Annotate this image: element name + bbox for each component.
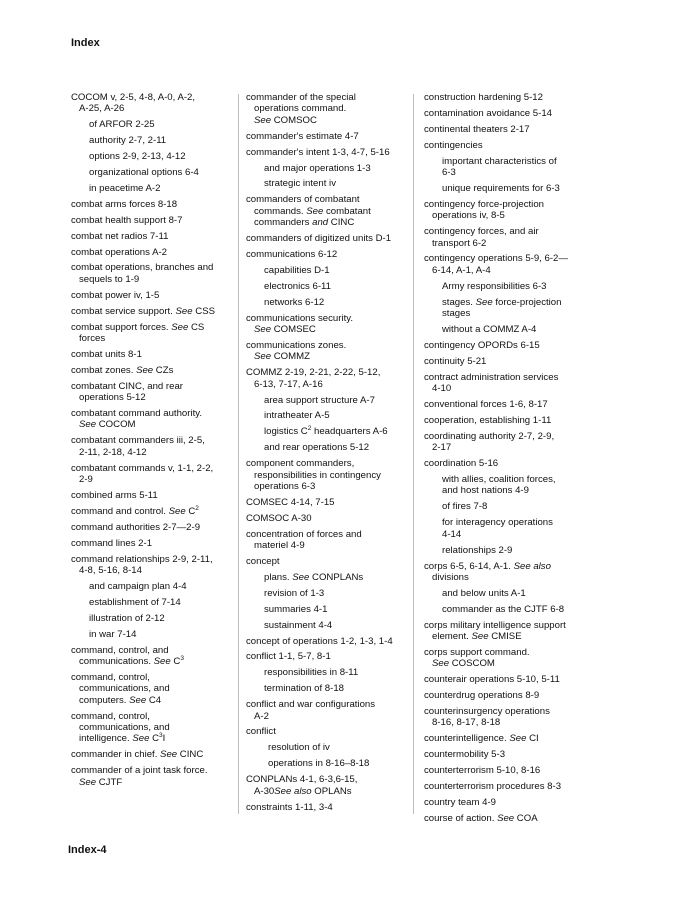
- index-entry: COMSEC 4-14, 7-15: [246, 496, 335, 508]
- index-entry: communications security. See COMSEC: [246, 312, 353, 335]
- index-entry: combat operations, branches and sequels to 1-9: [71, 262, 214, 285]
- index-subentry: with allies, coalition forces, and host nations 4-9: [442, 474, 556, 497]
- index-entry: contingency forces, and air transport 6-2: [424, 226, 539, 249]
- index-entry: course of action. See COA: [424, 812, 538, 824]
- index-entry: concept of operations 1-2, 1-3, 1-4: [246, 635, 393, 647]
- index-entry: cooperation, establishing 1-11: [424, 414, 552, 426]
- index-subentry: without a COMMZ A-4: [442, 324, 537, 335]
- index-entry: contingency OPORDs 6-15: [424, 339, 540, 351]
- index-entry: commander's estimate 4-7: [246, 130, 359, 142]
- index-entry: communications 6-12: [246, 248, 338, 260]
- index-entry: command, control, communications, and intelligence. See $C^3I$: [71, 710, 170, 745]
- index-entry: contingency force-projection operations iv, 8-5: [424, 198, 544, 222]
- index-entry: combat units 8-1: [71, 348, 142, 360]
- index-entry: counterinsurgency operations 8-16, 8-17, 8-18: [424, 706, 550, 729]
- index-entry: contamination avoidance 5-14: [424, 107, 553, 119]
- index-entry: conventional forces 1-6, 8-17: [424, 399, 548, 411]
- index-column-3: [424, 92, 609, 829]
- index-subentry: authority 2-7, 2-11: [89, 135, 167, 147]
- index-entry: COMMZ 2-19, 2-21, 2-22, 5-12, 6-13, 7-17, A-16: [246, 367, 381, 390]
- index-entry: combat operations A-2: [71, 246, 167, 258]
- index-entry: communications zones. See COMMZ: [246, 339, 347, 363]
- index-entry: combat zones. See CZs: [71, 364, 174, 376]
- index-subentry: resolution of iv: [268, 742, 330, 754]
- index-entry: counterterrorism procedures 8-3: [424, 781, 562, 793]
- index-entry: construction hardening 5-12: [424, 92, 543, 103]
- index-entry: commander of the special operations command. See COMSOC: [246, 92, 356, 126]
- index-entry: commander of a joint task force. See CJTF: [71, 765, 208, 788]
- index-subentry: of fires 7-8: [442, 501, 488, 513]
- index-entry: combatant command authority. See COCOM: [71, 408, 203, 431]
- index-subentry: plans. See CONPLANs: [264, 571, 364, 583]
- index-entry: combatant commands v, 1-1, 2-2, 2-9: [71, 462, 214, 486]
- index-subentry: Army responsibilities 6-3: [442, 280, 547, 292]
- index-subentry: logistics $C^2$ headquarters A-6: [264, 425, 388, 438]
- index-subentry: for interagency operations 4-14: [442, 517, 553, 540]
- index-subentry: of ARFOR 2-25: [89, 119, 155, 131]
- index-column-1: [71, 92, 231, 793]
- index-entry: command, control, and communications. See $C^3$: [71, 644, 184, 667]
- index-subentry: termination of 8-18: [264, 683, 344, 695]
- index-entry: counterintelligence. See CI: [424, 733, 539, 745]
- index-entry: combat power iv, 1-5: [71, 289, 160, 301]
- index-subentry: networks 6-12: [264, 296, 325, 308]
- index-entry: counterdrug operations 8-9: [424, 690, 540, 702]
- index-entry: concentration of forces and materiel 4-9: [246, 528, 362, 552]
- index-entry: combatant CINC, and rear operations 5-12: [71, 380, 183, 404]
- index-entry: contingency operations 5-9, 6-2— 6-14, A-1, A-4: [424, 253, 568, 276]
- index-entry: command lines 2-1: [71, 537, 153, 549]
- index-entry: commander's intent 1-3, 4-7, 5-16: [246, 146, 390, 158]
- index-entry: command and control. See $C^2$: [71, 504, 199, 517]
- index-entry: commanders of combatant commands. See combatant commanders and CINC: [246, 194, 371, 229]
- index-entry: corps support command. See COSCOM: [424, 646, 530, 670]
- index-subentry: in peacetime A-2: [89, 182, 161, 194]
- index-entry: constraints 1-11, 3-4: [246, 801, 333, 813]
- index-subentry: options 2-9, 2-13, 4-12: [89, 151, 186, 163]
- index-entry: coordination 5-16: [424, 458, 499, 470]
- index-entry: combat service support. See CSS: [71, 305, 215, 317]
- index-entry: combat arms forces 8-18: [71, 198, 178, 210]
- index-entry: CONPLANs 4-1, 6-3,6-15, A-30See also OPLANs: [246, 774, 358, 797]
- index-entry: countermobility 5-3: [424, 749, 506, 761]
- page-number: Index-4: [68, 844, 107, 856]
- index-entry: continental theaters 2-17: [424, 123, 530, 135]
- index-entry: combat net radios 7-11: [71, 230, 169, 242]
- index-subentry: illustration of 2-12: [89, 612, 165, 624]
- index-entry: conflict: [246, 726, 276, 738]
- index-subentry: commander as the CJTF 6-8: [442, 603, 565, 615]
- index-subentry: and campaign plan 4-4: [89, 580, 187, 592]
- column-divider: [413, 94, 414, 814]
- index-entry: command, control, communications, and computers. See C4: [71, 671, 170, 706]
- index-subentry: electronics 6-11: [264, 280, 332, 292]
- index-subentry: stages. See force-projection stages: [442, 296, 562, 320]
- index-subentry: summaries 4-1: [264, 603, 328, 615]
- index-entry: COMSOC A-30: [246, 512, 312, 524]
- index-subentry: relationships 2-9: [442, 544, 513, 556]
- index-entry: commanders of digitized units D-1: [246, 233, 392, 245]
- index-entry: combatant commanders iii, 2-5, 2-11, 2-18, 4-12: [71, 435, 205, 458]
- column-divider: [238, 94, 239, 814]
- index-subentry: responsibilities in 8-11: [264, 667, 359, 679]
- index-subentry: capabilities D-1: [264, 264, 330, 276]
- index-entry: combat health support 8-7: [71, 214, 183, 226]
- index-entry: command relationships 2-9, 2-11, 4-8, 5-16, 8-14: [71, 553, 213, 576]
- index-entry: coordinating authority 2-7, 2-9, 2-17: [424, 430, 555, 454]
- index-subentry: establishment of 7-14: [89, 596, 181, 608]
- index-subentry: intratheater A-5: [264, 410, 330, 422]
- index-entry: COCOM v, 2-5, 4-8, A-0, A-2, A-25, A-26: [71, 92, 196, 115]
- index-entry: concept: [246, 556, 280, 567]
- index-subentry: strategic intent iv: [264, 178, 336, 190]
- index-entry: counterterrorism 5-10, 8-16: [424, 765, 541, 777]
- index-entry: corps military intelligence support element. See CMISE: [424, 619, 566, 643]
- index-entry: conflict 1-1, 5-7, 8-1: [246, 651, 331, 663]
- index-entry: country team 4-9: [424, 797, 496, 808]
- index-subentry: organizational options 6-4: [89, 167, 199, 179]
- index-column-2: [246, 92, 409, 817]
- index-entry: combat support forces. See CS forces: [71, 321, 205, 344]
- index-entry: corps 6-5, 6-14, A-1. See also divisions: [424, 560, 551, 583]
- index-subentry: and major operations 1-3: [264, 162, 371, 174]
- index-subentry: area support structure A-7: [264, 394, 375, 406]
- index-entry: contingencies: [424, 139, 483, 151]
- index-entry: continuity 5-21: [424, 355, 487, 367]
- index-entry: command authorities 2-7—2-9: [71, 521, 201, 533]
- index-subentry: and below units A-1: [442, 587, 526, 599]
- index-entry: contract administration services 4-10: [424, 371, 559, 395]
- index-subentry: and rear operations 5-12: [264, 442, 370, 454]
- index-subentry: sustainment 4-4: [264, 619, 333, 631]
- index-entry: conflict and war configurations A-2: [246, 699, 376, 722]
- index-entry: combined arms 5-11: [71, 489, 158, 501]
- index-subentry: operations in 8-16–8-18: [268, 758, 370, 770]
- index-subentry: unique requirements for 6-3: [442, 182, 560, 194]
- index-entry: commander in chief. See CINC: [71, 749, 204, 761]
- index-subentry: revision of 1-3: [264, 587, 325, 599]
- index-entry: counterair operations 5-10, 5-11: [424, 674, 560, 686]
- index-subentry: in war 7-14: [89, 628, 137, 640]
- index-subentry: important characteristics of 6-3: [442, 155, 557, 179]
- index-entry: component commanders, responsibilities in contingency operations 6-3: [246, 458, 381, 492]
- page-header-title: Index: [71, 37, 100, 49]
